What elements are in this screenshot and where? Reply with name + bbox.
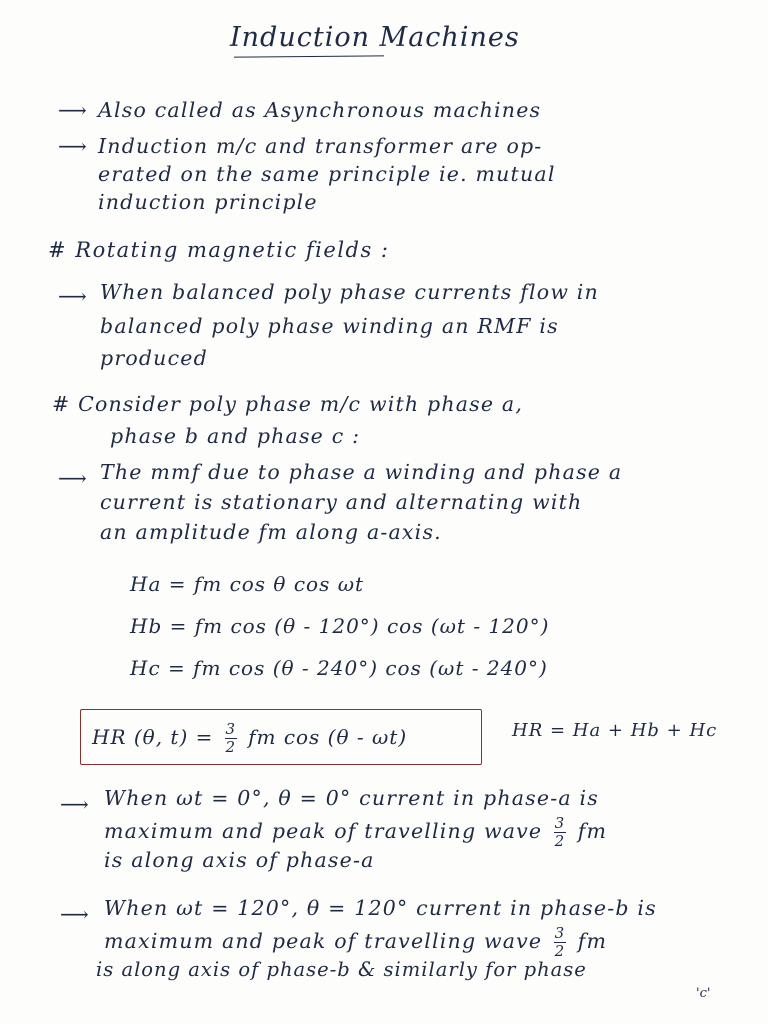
case1-line-2-text: maximum and peak of travelling wave — [104, 819, 543, 843]
intro-bullet-2-line-3: induction principle — [98, 190, 318, 214]
dash-bullet-icon: ⟶ — [60, 792, 89, 816]
dash-bullet-icon: ⟶ — [58, 284, 87, 308]
case2-line-3-text: is along axis of phase-b & similarly for phase — [96, 958, 587, 981]
mmf-line-2: current is stationary and alternating with — [100, 490, 583, 514]
equation-hc: Hc = fm cos (θ - 240°) cos (ωt - 240°) — [130, 656, 548, 680]
rmf-line-3: produced — [100, 346, 208, 370]
fraction-numerator: 3 — [554, 814, 566, 832]
fraction-numerator: 3 — [554, 924, 566, 942]
fraction — [225, 722, 237, 755]
dash-bullet-icon: ⟶ — [58, 98, 87, 122]
fraction-numerator: 3 — [225, 720, 236, 738]
intro-bullet-1: Also called as Asynchronous machines — [98, 98, 542, 122]
case2-line-2-fm: fm — [577, 929, 608, 953]
case1-line-2 — [104, 816, 607, 849]
mmf-line-1: The mmf due to phase a winding and phase a — [100, 460, 623, 484]
fraction — [554, 816, 566, 849]
case1-line-2-fm: fm — [577, 819, 608, 843]
case2-line-1: When ωt = 120°, θ = 120° current in phase-b is — [104, 896, 657, 920]
rmf-line-1: When balanced poly phase currents flow in — [100, 280, 599, 304]
fraction-denominator: 2 — [225, 738, 236, 756]
equation-ha: Ha = fm cos θ cos ωt — [130, 572, 365, 596]
mmf-line-3: an amplitude fm along a-axis. — [100, 520, 442, 544]
intro-bullet-2-line-2: erated on the same principle ie. mutual — [98, 162, 556, 186]
equation-hr-right: fm cos (θ - ωt) — [248, 725, 408, 749]
fraction — [554, 926, 566, 959]
case2-line-2 — [104, 926, 607, 959]
dash-bullet-icon: ⟶ — [58, 134, 87, 158]
page-title: Induction Machines — [230, 22, 520, 53]
rmf-line-2: balanced poly phase winding an RMF is — [100, 314, 559, 338]
title-underline — [234, 55, 384, 57]
rmf-heading: # Rotating magnetic fields : — [48, 238, 390, 262]
consider-line-2: phase b and phase c : — [110, 424, 361, 448]
intro-bullet-2-line-1: Induction m/c and transformer are op- — [98, 134, 543, 158]
fraction-denominator: 2 — [554, 942, 566, 960]
case2-line-3-superscript: 'c' — [696, 986, 711, 1001]
case1-line-3: is along axis of phase-a — [104, 848, 375, 872]
consider-line-1: # Consider poly phase m/c with phase a, — [52, 392, 524, 416]
dash-bullet-icon: ⟶ — [60, 902, 89, 926]
equation-hr-sum: HR = Ha + Hb + Hc — [512, 720, 718, 741]
equation-hr-left: HR (θ, t) = — [92, 725, 214, 749]
fraction-denominator: 2 — [554, 832, 566, 850]
case2-line-3 — [96, 958, 587, 981]
equation-hr — [92, 722, 407, 755]
case2-line-2-text: maximum and peak of travelling wave — [104, 929, 543, 953]
dash-bullet-icon: ⟶ — [58, 466, 87, 490]
case1-line-1: When ωt = 0°, θ = 0° current in phase-a is — [104, 786, 599, 810]
equation-hb: Hb = fm cos (θ - 120°) cos (ωt - 120°) — [130, 614, 550, 638]
